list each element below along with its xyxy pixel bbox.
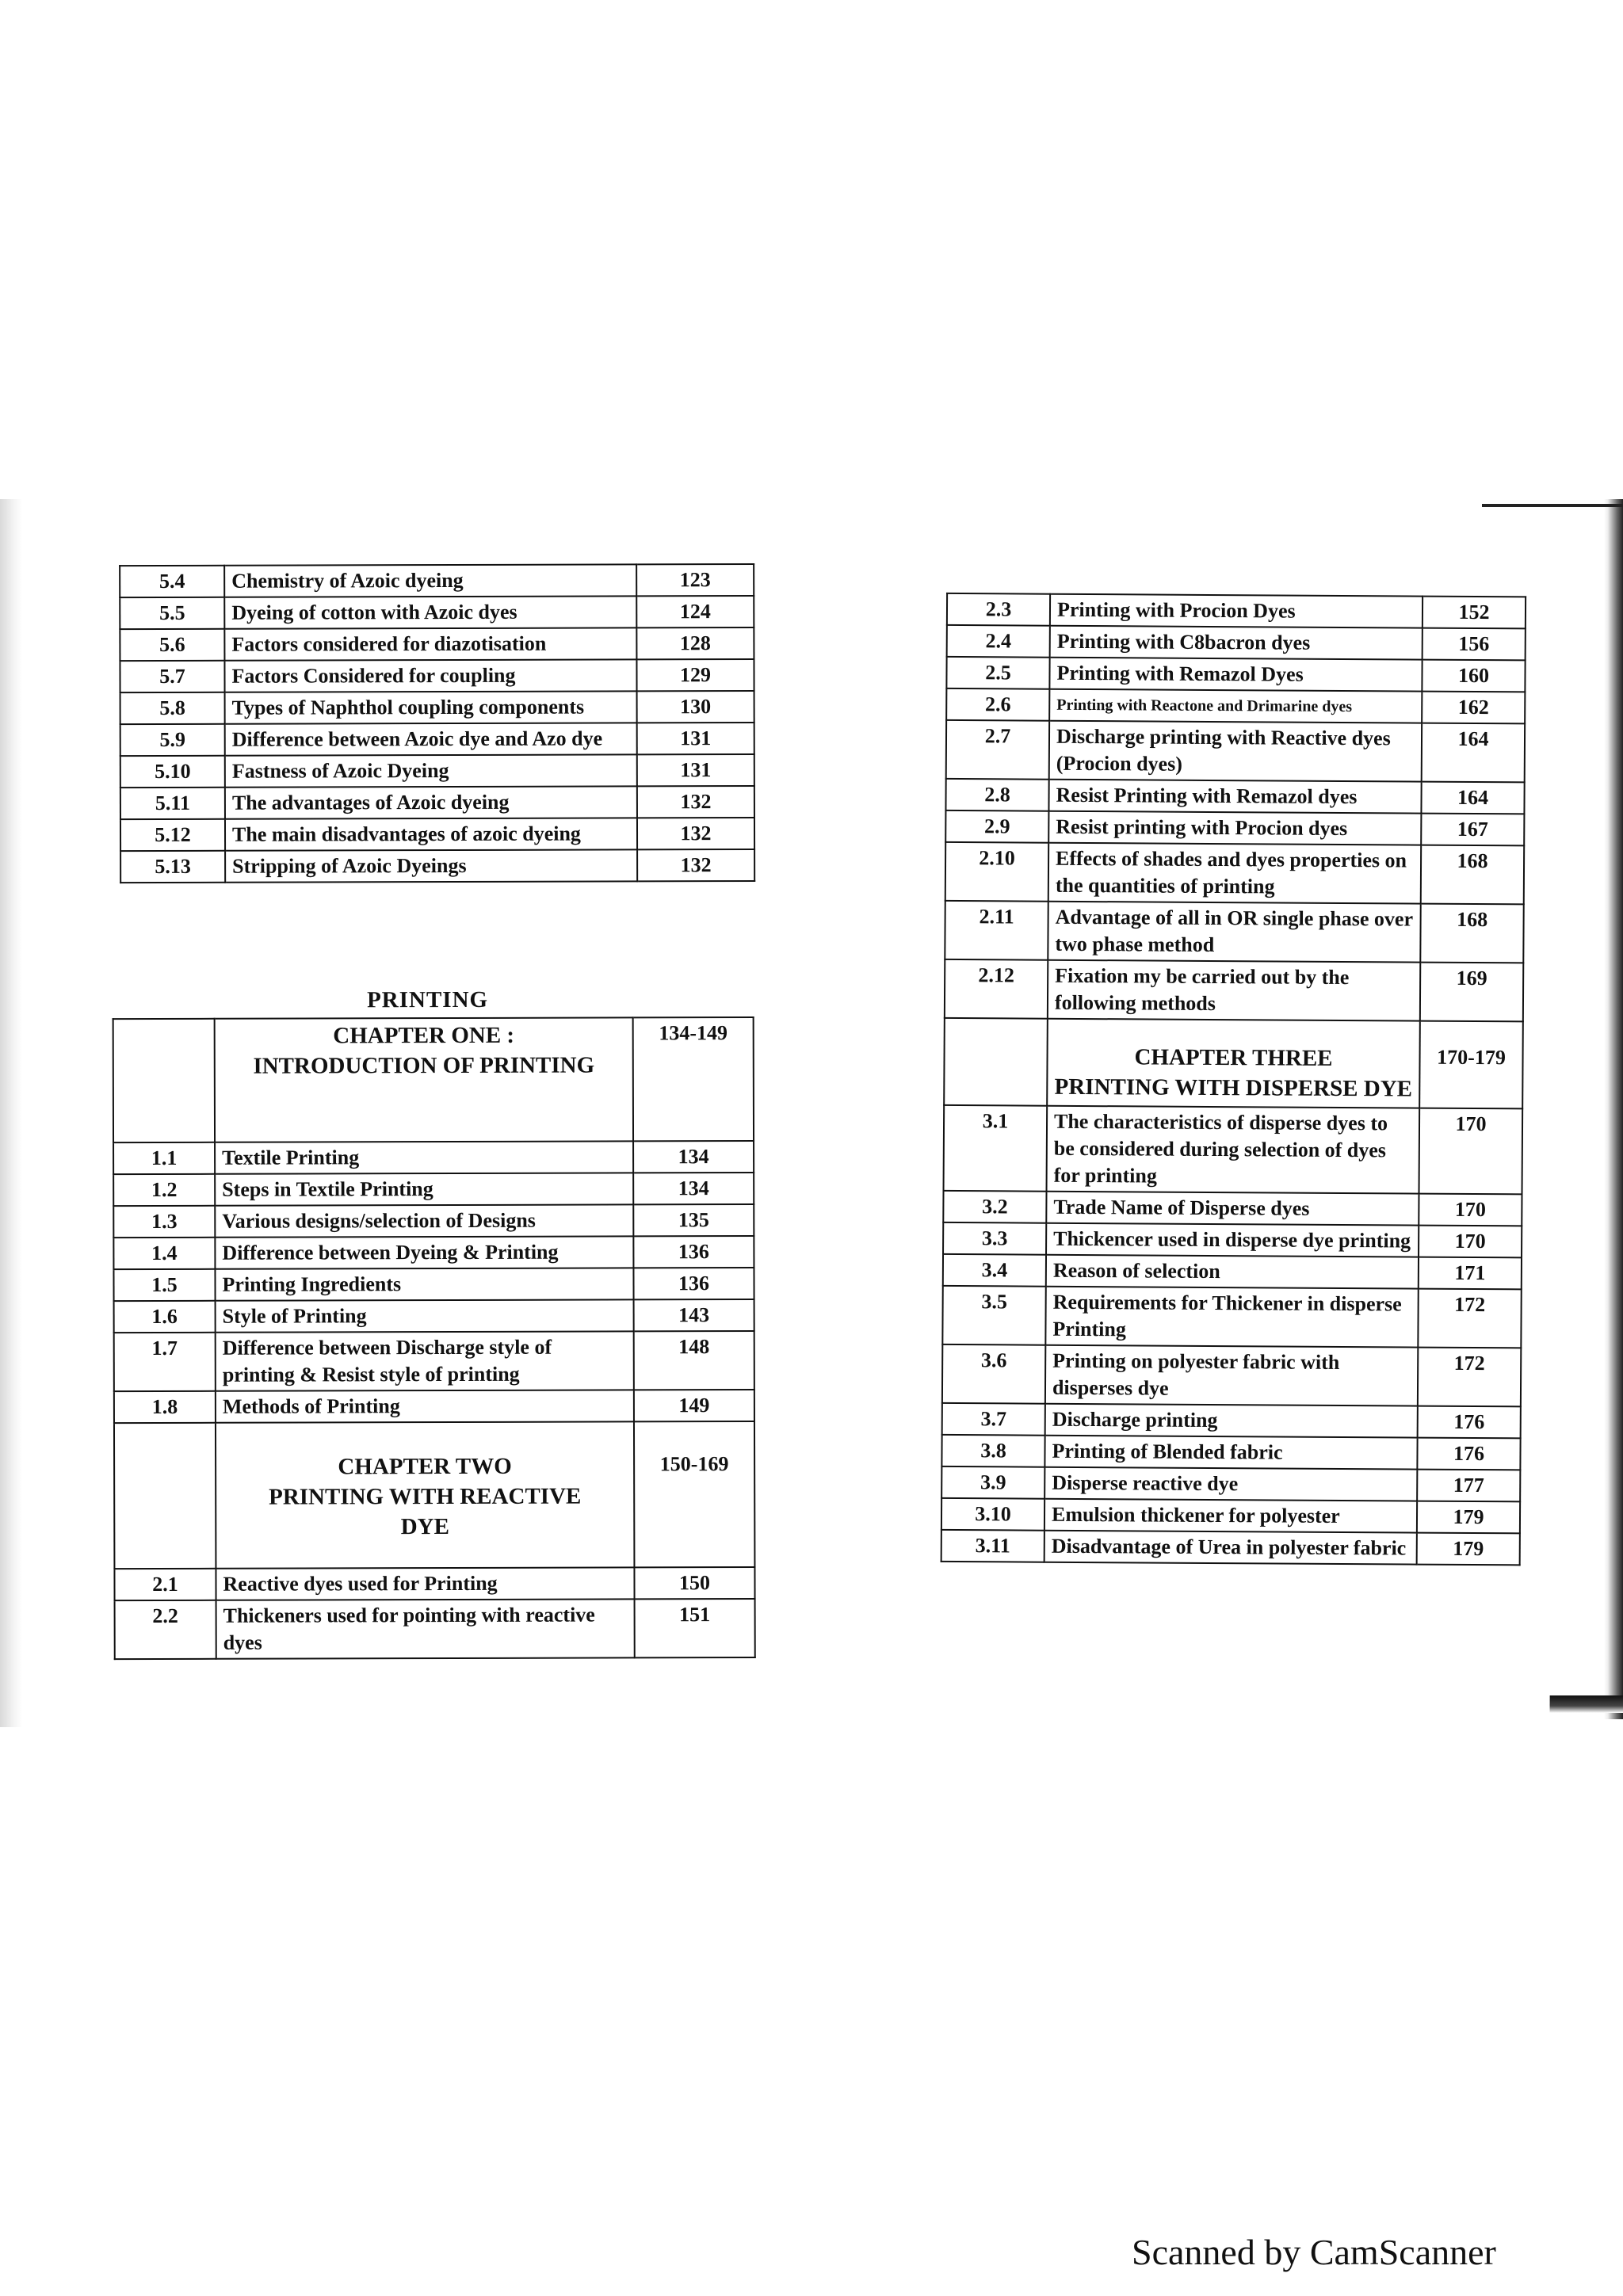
toc-title: Factors considered for diazotisation [224,627,636,660]
toc-page: 136 [633,1268,754,1299]
toc-row [943,1191,1522,1226]
toc-title: Chemistry of Azoic dyeing [224,564,636,597]
toc-number: 1.2 [113,1174,215,1206]
toc-number: 3.4 [943,1254,1046,1287]
toc-page: 167 [1421,814,1524,846]
toc-page: 151 [635,1599,755,1657]
toc-page: 150 [634,1567,754,1599]
toc-number: 2.7 [946,720,1049,780]
toc-row [947,593,1526,628]
toc-page: 172 [1418,1289,1521,1348]
toc-title: The main disadvantages of azoic dyeing [225,818,637,850]
toc-title: Printing with Remazol Dyes [1049,658,1422,692]
toc-row [120,564,754,597]
toc-page: 123 [636,564,754,596]
toc-row [945,959,1523,1021]
toc-page: 132 [637,818,754,849]
toc-number: 1.7 [114,1333,216,1391]
toc-number: 5.6 [120,629,224,661]
toc-number: 2.11 [945,901,1048,960]
toc-title: Stripping of Azoic Dyeings [225,849,637,882]
toc-number: 1.1 [113,1142,215,1174]
toc-page: 130 [637,691,754,723]
toc-page: 169 [1420,963,1523,1022]
printing-toc-table [113,1016,756,1660]
toc-title: Disadvantage of Urea in polyester fabric [1044,1531,1417,1565]
toc-page: 132 [637,786,754,818]
toc-row [946,720,1525,782]
toc-number: 5.11 [120,788,225,819]
toc-title: Factors Considered for coupling [224,659,636,692]
toc-page: 148 [634,1331,754,1390]
toc-row [945,779,1524,814]
toc-title: Printing with Reactone and Drimarine dyes [1049,689,1422,723]
page-edge-line [1482,504,1623,507]
toc-number: 5.10 [120,756,225,788]
toc-title: Style of Printing [216,1299,634,1332]
toc-page: 156 [1423,628,1526,661]
toc-row [942,1286,1521,1348]
scanner-watermark: Scanned by CamScanner [1132,2232,1496,2272]
toc-title: Resist printing with Procion dyes [1048,811,1421,845]
toc-row [120,723,754,756]
toc-page: 134 [633,1141,754,1173]
toc-title: Printing of Blended fabric [1044,1436,1417,1470]
toc-page: 171 [1419,1257,1522,1290]
toc-number: 2.9 [945,810,1048,843]
toc-page: 124 [636,596,754,627]
toc-number: 3.7 [942,1403,1045,1436]
toc-number: 1.4 [113,1238,215,1269]
toc-number: 3.10 [941,1498,1044,1531]
toc-title: The characteristics of disperse dyes to be considered during selection of dyes for printing [1047,1106,1420,1194]
chapter-one-subtitle: INTRODUCTION OF PRINTING [253,1052,595,1079]
toc-page: 177 [1417,1470,1520,1502]
toc-page: 129 [636,659,754,691]
chapter-one-row [113,1017,754,1142]
toc-page: 172 [1418,1348,1521,1407]
toc-page: 170 [1419,1226,1522,1258]
toc-page: 176 [1417,1438,1520,1470]
toc-number: 2.8 [945,779,1048,811]
toc-title: Discharge printing [1045,1404,1418,1438]
toc-row [945,842,1524,904]
reactive-toc-table [941,593,1526,1566]
left-page [70,522,834,1737]
toc-number: 3.1 [944,1105,1048,1192]
toc-row [941,1530,1520,1565]
chapter-three-title: CHAPTER THREE [1134,1044,1333,1071]
toc-title: Thickeners used for pointing with reactive dyes [216,1599,635,1658]
toc-title: Difference between Dyeing & Printing [215,1236,633,1268]
toc-number: 5.4 [120,566,224,597]
toc-number: 3.3 [943,1222,1046,1255]
toc-number: 2.5 [946,657,1049,689]
toc-title: Disperse reactive dye [1044,1467,1417,1501]
toc-number: 2.12 [945,959,1048,1019]
toc-page: 132 [637,849,754,881]
toc-page: 152 [1423,597,1526,629]
toc-number: 5.12 [120,819,225,851]
chapter-three-row [944,1018,1523,1108]
toc-title: Dyeing of cotton with Azoic dyes [224,596,636,628]
toc-row [945,901,1523,963]
toc-number: 3.9 [941,1466,1044,1499]
toc-number: 5.13 [120,851,225,883]
toc-page: 131 [637,754,754,786]
toc-title: Various designs/selection of Designs [215,1204,633,1237]
toc-number: 1.5 [113,1269,215,1301]
toc-number: 3.11 [941,1530,1044,1562]
chapter-two-title: CHAPTER TWO [338,1453,512,1480]
toc-title: Thickencer used in disperse dye printing [1046,1223,1419,1257]
toc-title: Types of Naphthol coupling components [225,691,637,723]
chapter-one-pages: 134-149 [633,1017,754,1141]
toc-title: Printing with C8bacron dyes [1050,626,1423,660]
toc-title: Fixation my be carried out by the following methods [1048,960,1420,1021]
toc-row [113,1268,754,1301]
toc-row [941,1466,1520,1501]
toc-number: 2.1 [114,1569,216,1600]
toc-page: 170 [1419,1194,1522,1226]
toc-title: Trade Name of Disperse dyes [1046,1192,1419,1226]
toc-page: 136 [633,1236,754,1268]
toc-number: 5.7 [120,661,224,692]
toc-page: 134 [633,1173,754,1204]
toc-number: 2.4 [947,625,1050,658]
toc-number: 5.8 [120,692,225,724]
toc-title: Reactive dyes used for Printing [216,1567,634,1600]
toc-page: 131 [637,723,754,754]
toc-number: 3.8 [941,1435,1044,1467]
toc-number: 5.9 [120,724,225,756]
toc-row [114,1567,754,1600]
toc-number: 2.2 [115,1600,216,1659]
toc-row [946,657,1525,692]
toc-title: Advantage of all in OR single phase over two phase method [1048,902,1420,963]
toc-row [120,818,754,851]
toc-title: Requirements for Thickener in disperse Printing [1045,1287,1418,1348]
chapter-three-subtitle: PRINTING WITH DISPERSE DYE [1054,1074,1413,1102]
toc-row [120,627,754,661]
toc-title: Printing with Procion Dyes [1050,594,1423,628]
toc-page: 143 [634,1299,754,1331]
toc-title: Printing Ingredients [215,1268,633,1300]
toc-number: 1.3 [113,1206,215,1238]
toc-page: 179 [1417,1533,1520,1566]
right-page [869,544,1557,1713]
toc-title: Difference between Discharge style of printing & Resist style of printing [216,1331,634,1390]
toc-row [113,1173,754,1206]
toc-title: Methods of Printing [216,1390,634,1422]
section-heading-printing: PRINTING [367,986,489,1013]
toc-page: 164 [1421,782,1524,814]
toc-row [942,1344,1521,1406]
toc-row [120,659,754,692]
toc-page: 179 [1417,1501,1520,1534]
chapter-two-row [114,1421,754,1569]
toc-row [946,688,1525,723]
toc-page: 176 [1418,1406,1521,1439]
toc-row [943,1222,1522,1257]
toc-row [120,691,754,724]
toc-row [947,625,1526,660]
toc-title: Printing on polyester fabric with disperses dye [1045,1345,1418,1406]
toc-title: Discharge printing with Reactive dyes (Procion dyes) [1049,721,1422,782]
toc-title: Textile Printing [215,1141,633,1173]
toc-row [941,1498,1520,1533]
toc-page: 135 [633,1204,754,1236]
toc-page: 170 [1419,1108,1523,1195]
toc-page: 160 [1422,660,1525,692]
toc-row [941,1435,1520,1470]
toc-page: 149 [634,1390,754,1421]
toc-number: 3.2 [943,1191,1046,1223]
chapter-two-pages: 150-169 [634,1421,754,1567]
chapter-three-pages: 170-179 [1419,1021,1523,1109]
toc-page: 168 [1420,904,1523,963]
toc-title: Resist Printing with Remazol dyes [1048,780,1421,814]
toc-row [115,1599,755,1659]
toc-title: Difference between Azoic dye and Azo dye [225,723,637,755]
toc-row [114,1299,754,1333]
toc-title: Effects of shades and dyes properties on the quantities of printing [1048,843,1421,904]
toc-row [945,810,1524,845]
toc-page: 162 [1422,692,1525,724]
toc-row [113,1204,754,1238]
scan-edge-left [0,499,22,1727]
toc-title: Steps in Textile Printing [215,1173,633,1205]
toc-page: 164 [1422,723,1525,783]
toc-row [120,596,754,629]
toc-number: 2.10 [945,842,1048,902]
toc-row [944,1105,1523,1194]
toc-number: 1.6 [114,1301,216,1333]
toc-row [120,754,754,788]
chapter-one-title: CHAPTER ONE : [333,1022,515,1049]
toc-row [120,786,754,819]
toc-row [942,1403,1521,1438]
toc-title: Emulsion thickener for polyester [1044,1499,1417,1533]
toc-number: 1.8 [114,1391,216,1423]
toc-number: 3.6 [942,1344,1045,1404]
toc-number: 2.6 [946,688,1049,721]
toc-page: 168 [1421,845,1524,905]
toc-title: Fastness of Azoic Dyeing [225,754,637,787]
toc-title: The advantages of Azoic dyeing [225,786,637,818]
toc-title: Reason of selection [1046,1255,1419,1289]
toc-row [943,1254,1522,1289]
toc-number: 5.5 [120,597,224,629]
chapter-two-subtitle: PRINTING WITH REACTIVE DYE [269,1483,582,1540]
toc-number: 2.3 [947,593,1050,626]
toc-row [113,1236,754,1269]
azoic-toc-table [119,563,755,883]
toc-row [113,1141,754,1174]
toc-page: 128 [636,627,754,659]
toc-row [120,849,754,883]
toc-row [114,1390,754,1423]
toc-number: 3.5 [942,1286,1045,1345]
scan-edge-right [1604,499,1623,1719]
toc-row [114,1331,754,1391]
